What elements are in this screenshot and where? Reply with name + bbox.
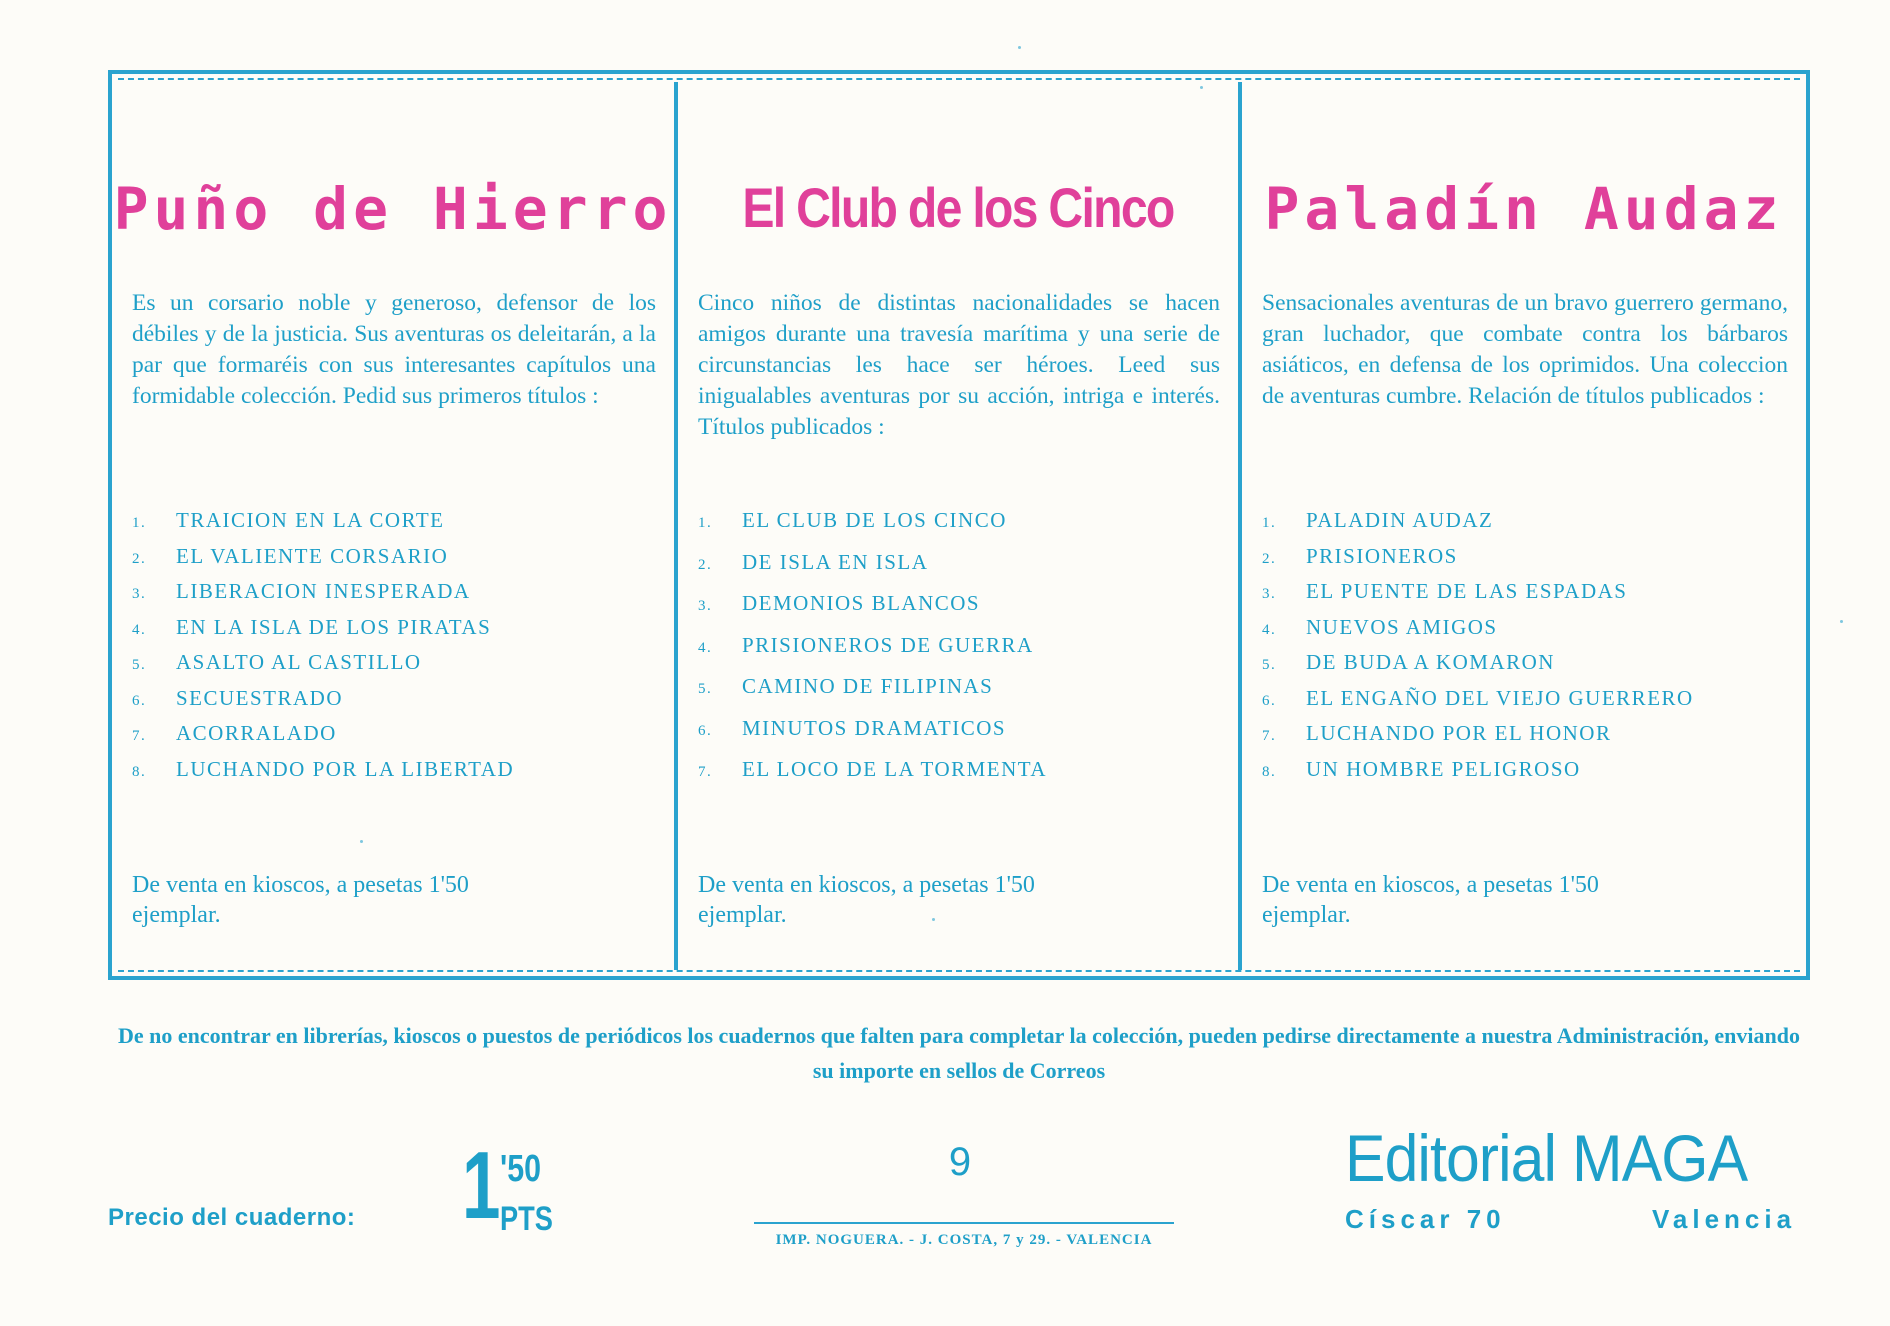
column-puno-de-hierro bbox=[112, 70, 674, 980]
list-item: 3. DEMONIOS BLANCOS bbox=[698, 591, 981, 615]
list-item: 4. NUEVOS AMIGOS bbox=[1262, 614, 1498, 639]
list-item: 7. LUCHANDO POR EL HONOR bbox=[1262, 721, 1612, 745]
column-title: Puño de Hierro bbox=[113, 175, 673, 243]
list-item: 7. EL LOCO DE LA TORMENTA bbox=[698, 757, 1048, 781]
printer-imprint: IMP. NOGUERA. - J. COSTA, 7 y 29. - VALENCIA bbox=[775, 1232, 1153, 1248]
publisher-name: Editorial MAGA bbox=[1345, 1121, 1748, 1195]
list-item: 1. TRAICION EN LA CORTE bbox=[132, 508, 445, 532]
list-item: 3. LIBERACION INESPERADA bbox=[132, 579, 471, 603]
list-item: 1. PALADIN AUDAZ bbox=[1262, 508, 1494, 532]
list-item: 1. EL CLUB DE LOS CINCO bbox=[698, 508, 1007, 532]
imprint-rule bbox=[754, 1222, 1174, 1224]
sale-line-1: De venta en kioscos, a pesetas 1'50 bbox=[1262, 872, 1599, 898]
sale-line-2: ejemplar. bbox=[698, 902, 787, 928]
print-speck bbox=[1840, 620, 1843, 623]
ordering-notice: De no encontrar en librerías, kioscos o puestos de periódicos los cuadernos que falten para completar la colección, pueden pedirse directamente a nuestra Administración, enviando su importe en sellos de Correos bbox=[118, 1023, 1800, 1083]
column-intro: Cinco niños de distintas nacionalidades se hacen amigos durante una travesía marítima y una serie de circunstancias les hace ser héroes. Leed sus inigualables aventuras por su acción, intriga e interés. Títulos publicados : bbox=[698, 290, 1220, 440]
list-item: 3. EL PUENTE DE LAS ESPADAS bbox=[1262, 579, 1628, 603]
list-item: 6. SECUESTRADO bbox=[132, 685, 344, 710]
list-item: 6. MINUTOS DRAMATICOS bbox=[698, 715, 1007, 740]
sale-line-1: De venta en kioscos, a pesetas 1'50 bbox=[132, 872, 469, 898]
list-item: 4. PRISIONEROS DE GUERRA bbox=[698, 632, 1034, 657]
list-item: 2. EL VALIENTE CORSARIO bbox=[132, 543, 449, 568]
column-intro: Es un corsario noble y generoso, defensor de los débiles y de la justicia. Sus aventuras os deleitarán, a la par que formaréis con sus interesantes capítulos una formidable colección. Pedid sus primeros títulos : bbox=[132, 290, 656, 409]
sale-note bbox=[1262, 870, 1788, 930]
column-el-club-de-los-cinco bbox=[678, 70, 1238, 980]
list-item: 5. DE BUDA A KOMARON bbox=[1262, 650, 1555, 674]
price-label: Precio del cuaderno: bbox=[108, 1204, 356, 1231]
list-item: 7. ACORRALADO bbox=[132, 721, 337, 745]
column-title: El Club de los Cinco bbox=[742, 176, 1174, 239]
list-item: 2. PRISIONEROS bbox=[1262, 543, 1458, 568]
sale-line-1: De venta en kioscos, a pesetas 1'50 bbox=[698, 872, 1035, 898]
sale-note bbox=[698, 870, 1220, 930]
price-decimal: '50 bbox=[500, 1148, 542, 1190]
print-speck bbox=[1018, 46, 1021, 49]
list-item: 4. EN LA ISLA DE LOS PIRATAS bbox=[132, 614, 492, 639]
list-item: 2. DE ISLA EN ISLA bbox=[698, 549, 929, 574]
price-currency: PTS bbox=[500, 1200, 553, 1238]
column-paladin-audaz bbox=[1242, 70, 1806, 980]
list-item: 5. CAMINO DE FILIPINAS bbox=[698, 674, 994, 698]
title-list bbox=[132, 508, 664, 792]
list-item: 8. LUCHANDO POR LA LIBERTAD bbox=[132, 756, 515, 781]
list-item: 6. EL ENGAÑO DEL VIEJO GUERRERO bbox=[1262, 685, 1694, 710]
publisher-city: Valencia bbox=[1652, 1204, 1797, 1234]
sale-line-2: ejemplar. bbox=[132, 902, 221, 928]
print-speck bbox=[1200, 86, 1203, 89]
title-list bbox=[698, 508, 1228, 799]
sale-line-2: ejemplar. bbox=[1262, 902, 1351, 928]
column-title: Paladín Audaz bbox=[1264, 175, 1784, 243]
print-speck bbox=[932, 918, 935, 921]
sale-note bbox=[132, 870, 656, 930]
price-integer: 1 bbox=[462, 1132, 501, 1239]
publisher-address: Císcar 70 bbox=[1345, 1204, 1506, 1234]
list-item: 8. UN HOMBRE PELIGROSO bbox=[1262, 756, 1581, 781]
title-list bbox=[1262, 508, 1796, 792]
list-item: 5. ASALTO AL CASTILLO bbox=[132, 650, 422, 674]
print-speck bbox=[360, 840, 363, 843]
page-number: 9 bbox=[948, 1140, 972, 1184]
column-intro: Sensacionales aventuras de un bravo guerrero germano, gran luchador, que combate contra los bárbaros asiáticos, en defensa de los oprimidos. Una coleccion de aventuras cumbre. Relación de títulos publicados : bbox=[1262, 290, 1788, 409]
